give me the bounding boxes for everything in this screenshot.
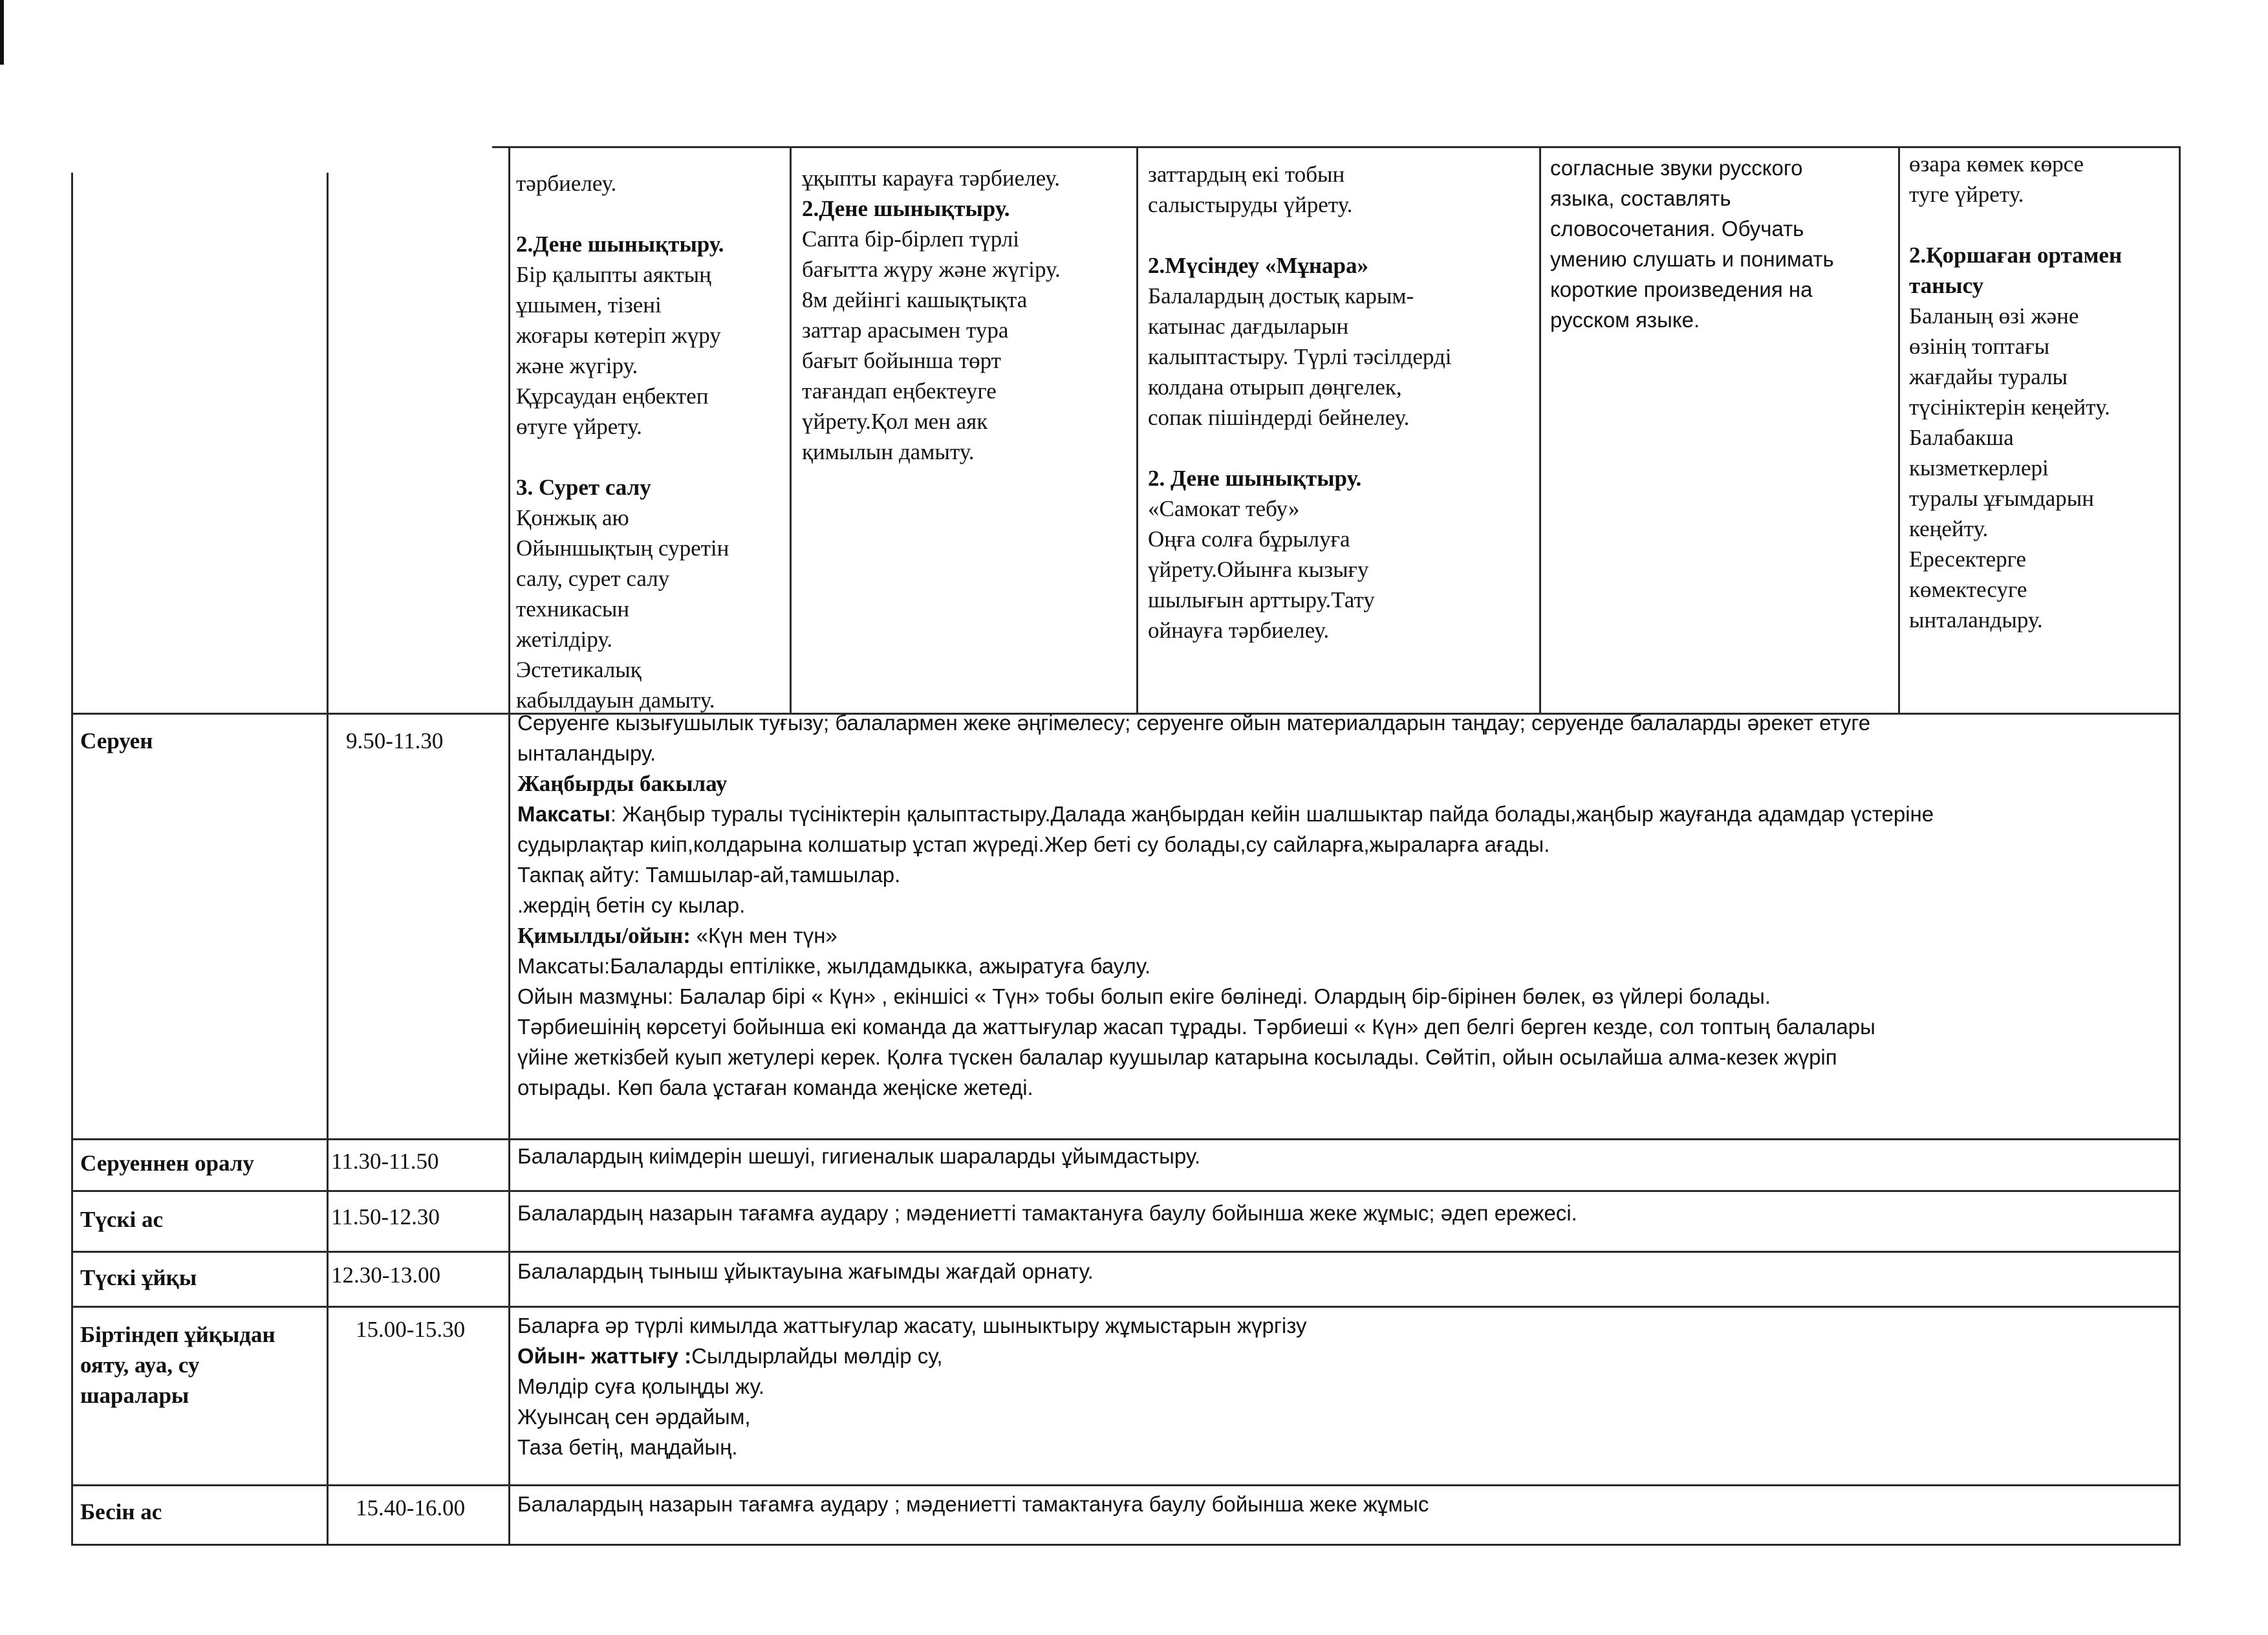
text-line: 8м дейінгі кашықтықта — [802, 287, 1028, 312]
text-line: судырлақтар киіп,колдарына колшатыр ұстап жүреді.Жер беті су болады,су сайларға,жыраларға ағады. — [517, 832, 1550, 856]
text-line: көмектесуге — [1909, 577, 2027, 602]
text-line: туралы ұғымдарын — [1909, 486, 2095, 511]
text-line: Баланың өзі және — [1909, 303, 2079, 329]
table-rule — [71, 1484, 2181, 1486]
text-line: Қонжық аю — [516, 505, 629, 530]
section-heading: 2.Дене шынықтыру. — [516, 232, 724, 257]
section-heading: 2.Дене шынықтыру. — [802, 196, 1010, 221]
text-line: салыстыруды үйрету. — [1148, 192, 1353, 217]
table-rule — [508, 146, 510, 1546]
table-rule — [2179, 146, 2181, 1546]
table-rule — [327, 173, 329, 1546]
row-time-oyatu: 15.00-15.30 — [356, 1317, 466, 1342]
row-label-tuski-uiky: Түскі ұйқы — [80, 1265, 197, 1290]
table-rule — [790, 146, 792, 713]
text-line: үйрету.Ойынға кызығу — [1148, 557, 1369, 582]
text-line: сопак пішіндерді бейнелеу. — [1148, 405, 1410, 430]
text-line: ояту, ауа, су — [80, 1352, 200, 1378]
text-line: бағыт бойынша төрт — [802, 348, 1001, 373]
text-line: Серуенге кызығушылык туғызу; балалармен жеке әңгімелесу; серуенге ойын материалдарын таңдау; серуенде балаларды әрекет етуге — [517, 711, 1871, 735]
text-line: катынас дағдыларын — [1148, 314, 1349, 339]
section-heading: 2.Қоршаған ортамен — [1909, 243, 2122, 268]
row-time-seruen: 9.50-11.30 — [346, 728, 444, 753]
text-line: русском языке. — [1550, 308, 1700, 332]
text-line: умению слушать и понимать — [1550, 247, 1834, 271]
text-line: заттардың екі тобын — [1148, 162, 1345, 187]
text-line: жағдайы туралы — [1909, 364, 2068, 389]
text-line: Таза бетің, маңдайың. — [517, 1435, 738, 1459]
text-line: ойнауға тәрбиелеу. — [1148, 618, 1330, 643]
table-rule — [71, 1306, 2181, 1308]
row-time-tuski-uiky: 12.30-13.00 — [331, 1262, 441, 1288]
text-line: колдана отырып дөңгелек, — [1148, 374, 1402, 400]
text-line: техникасын — [516, 596, 630, 622]
schedule-table — [71, 144, 2181, 1546]
text-line: Ересектерге — [1909, 547, 2027, 572]
row-label-oyatu — [80, 1319, 323, 1411]
text-line — [517, 920, 2170, 951]
text-line: туге үйрету. — [1909, 182, 2024, 207]
text-line: Балабакша — [1909, 425, 2014, 450]
row-label-oralu: Серуеннен оралу — [80, 1151, 254, 1176]
activity-cell-4 — [1550, 153, 1896, 335]
text-line: Оңға солға бұрылуға — [1148, 526, 1350, 552]
table-rule — [492, 146, 2181, 148]
scan-edge-mark — [0, 0, 4, 65]
game-name: «Күн мен түн» — [696, 924, 837, 947]
text-line: тәрбиелеу. — [516, 171, 617, 196]
section-heading: танысу — [1909, 273, 1984, 298]
row-label-tuski-as: Түскі ас — [80, 1207, 164, 1232]
text-line — [517, 1341, 2170, 1371]
text-line — [517, 799, 2170, 829]
text-line: Такпақ айту: Тамшылар-ай,тамшылар. — [517, 863, 901, 887]
row-content-oralu: Балалардың киімдерін шешуі, гигиеналык шараларды ұйымдастыру. — [517, 1144, 1201, 1168]
text-line: өзінің топтағы — [1909, 334, 2050, 359]
aim-text: : Жаңбыр туралы түсініктерін қалыптастыру.Далада жаңбырдан кейін шалшыктар пайда болады,жаңбыр жауғанда адамдар үстеріне — [610, 802, 1934, 826]
table-rule — [71, 1251, 2181, 1253]
table-rule — [1136, 146, 1138, 713]
table-rule — [71, 1138, 2181, 1140]
row-content-seruen — [517, 708, 2170, 1103]
text-line: Біртіндеп ұйқыдан — [80, 1322, 275, 1347]
activity-cell-2 — [802, 163, 1135, 467]
text-line: қимылын дамыту. — [802, 439, 975, 464]
table-rule — [71, 1544, 2181, 1546]
text-line: кеңейту. — [1909, 516, 1989, 541]
text-line: отырады. Көп бала ұстаған команда жеңіске жетеді. — [517, 1076, 1033, 1099]
row-content-tuski-as: Балалардың назарын тағамға аудару ; мәдениетті тамактануға баулу бойынша жеке жұмыс; әдеп ережесі. — [517, 1201, 1577, 1225]
section-heading: 2. Дене шынықтыру. — [1148, 466, 1362, 491]
text-line: ұшымен, тізені — [516, 292, 662, 318]
text-line: Максаты:Балаларды ептілікке, жылдамдыкка, ажыратуға баулу. — [517, 954, 1151, 978]
table-rule — [71, 173, 73, 1546]
text-line: ынталандыру. — [517, 741, 656, 765]
text-line: өтуге үйрету. — [516, 414, 642, 439]
text-line: үйрету.Қол мен аяк — [802, 409, 988, 434]
text-line: Ойын мазмұны: Балалар бірі « Күн» , екіншісі « Түн» тобы болып екіге бөлінеді. Олардың бір-бірінен бөлек, өз үйлері болады. — [517, 984, 1771, 1008]
row-content-besin-as: Балалардың назарын тағамға аудару ; мәдениетті тамактануға баулу бойынша жеке жұмыс — [517, 1492, 1429, 1516]
game-label: Қимылды/ойын: — [517, 923, 697, 948]
text-line: калыптастыру. Түрлі тәсілдерді — [1148, 344, 1452, 369]
aim-label: Максаты — [517, 802, 610, 826]
text-line: Эстетикалық — [516, 657, 642, 682]
section-heading: 2.Мүсіндеу «Мұнара» — [1148, 253, 1368, 278]
row-content-tuski-uiky: Балалардың тыныш ұйыктауына жағымды жағдай орнату. — [517, 1259, 1094, 1283]
text-line: короткие произведения на — [1550, 277, 1813, 301]
text-line: Баларға әр түрлі кимылда жаттығулар жасату, шыныктыру жұмыстарын жүргізу — [517, 1314, 1307, 1337]
text-line: өзара көмек көрсе — [1909, 151, 2084, 177]
text-line: кызметкерлері — [1909, 455, 2049, 481]
text-line: түсініктерін кеңейту. — [1909, 395, 2110, 420]
text-line: заттар арасымен тура — [802, 318, 1009, 343]
text-line: Сапта бір-бірлеп түрлі — [802, 226, 1019, 252]
text-line: «Самокат тебу» — [1148, 496, 1300, 521]
text-line: тағандап еңбектеуге — [802, 378, 997, 404]
text-line: Тәрбиешінің көрсетуі бойынша екі команда да жаттығулар жасап тұрады. Тәрбиеші « Күн» деп белгі берген кезде, сол топтың балалары — [517, 1015, 1875, 1039]
activity-cell-5 — [1909, 149, 2177, 635]
row-time-besin-as: 15.40-16.00 — [356, 1495, 466, 1521]
row-label-besin-as: Бесін ас — [80, 1499, 162, 1524]
text-line: согласные звуки русского — [1550, 156, 1803, 180]
activity-cell-1 — [516, 168, 788, 715]
text-line: ұқыпты карауға тәрбиелеу. — [802, 166, 1060, 191]
text-line: салу, сурет салу — [516, 566, 670, 591]
table-rule — [1539, 146, 1541, 713]
row-content-oyatu — [517, 1310, 2170, 1462]
section-heading: 3. Сурет салу — [516, 475, 651, 500]
text-line: Құрсаудан еңбектеп — [516, 384, 709, 409]
text-line: және жүгіру. — [516, 353, 638, 378]
text-line: языка, составлять — [1550, 186, 1731, 210]
text-line: ынталандыру. — [1909, 607, 2043, 633]
text-line: жетілдіру. — [516, 627, 613, 652]
row-time-tuski-as: 11.50-12.30 — [331, 1204, 440, 1229]
text-line: Мөлдір суға қолыңды жу. — [517, 1374, 764, 1398]
table-rule — [71, 1190, 2181, 1192]
text-line: шылығын арттыру.Тату — [1148, 587, 1375, 612]
text-line: кабылдауын дамыту. — [516, 688, 715, 713]
text-line: бағытта жүру және жүгіру. — [802, 257, 1061, 282]
text-line: Балалардың достық карым- — [1148, 283, 1414, 309]
observation-title: Жаңбырды бакылау — [517, 771, 728, 796]
game-text: Сылдырлайды мөлдір су, — [691, 1344, 943, 1368]
text-line: словосочетания. Обучать — [1550, 217, 1804, 241]
text-line: Бір қалыпты аяктың — [516, 262, 711, 287]
game-label: Ойын- жаттығу : — [517, 1344, 692, 1368]
row-time-oralu: 11.30-11.50 — [331, 1149, 439, 1174]
text-line: жоғары көтеріп жүру — [516, 323, 721, 348]
activity-cell-3 — [1148, 159, 1536, 645]
text-line: Жуынсаң сен әрдайым, — [517, 1405, 751, 1429]
text-line: шаралары — [80, 1383, 189, 1408]
table-rule — [1898, 146, 1900, 713]
text-line: .жердің бетін су кылар. — [517, 893, 746, 917]
row-label-seruen: Серуен — [80, 728, 153, 753]
text-line: Ойыншықтың суретін — [516, 536, 729, 561]
text-line: үйіне жеткізбей куып жетулері керек. Қолға түскен балалар куушылар катарына косылады. Сөйтіп, ойын осылайша алма-кезек жүріп — [517, 1045, 1837, 1069]
